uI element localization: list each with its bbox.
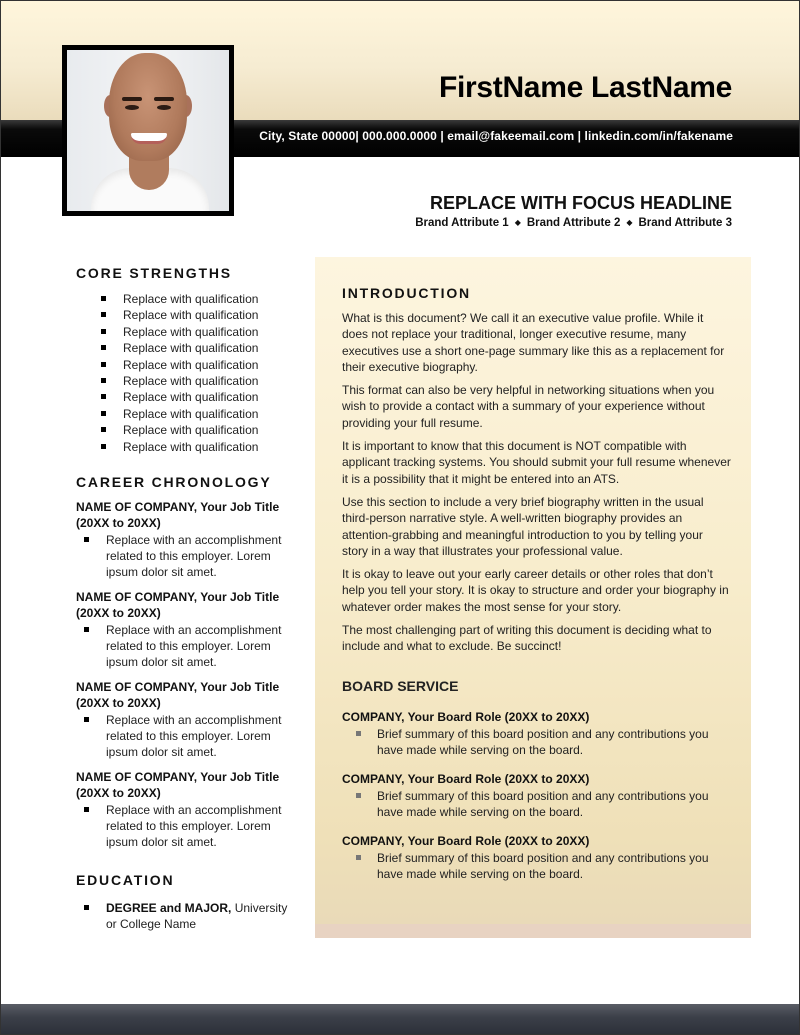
- contact-info: City, State 00000| 000.000.0000 | email@fakeemail.com | linkedin.com/in/fakename: [259, 129, 733, 143]
- intro-paragraph: It is okay to leave out your early career details or other roles that don’t help you tell your story. It is okay to structure and order your biography in whatever order makes the most sense for your story.: [342, 567, 729, 614]
- core-strengths-list: [76, 291, 291, 455]
- board-entry: [342, 771, 732, 820]
- education-item: [76, 900, 291, 932]
- section-title-core-strengths: CORE STRENGTHS: [76, 265, 232, 281]
- brand-attributes: [415, 217, 732, 229]
- panel-content: [342, 285, 732, 882]
- job-accomplishment: Replace with an accomplishment related to this employer. Lorem ipsum dolor sit amet.: [76, 712, 291, 760]
- list-item: Replace with qualification: [76, 439, 291, 455]
- left-column: [76, 265, 291, 932]
- footer-band: [1, 1004, 800, 1035]
- panel-footer-strip: [315, 924, 751, 938]
- job-entry: [76, 769, 291, 850]
- job-accomplishment: Replace with an accomplishment related to this employer. Lorem ipsum dolor sit amet.: [76, 802, 291, 850]
- job-title: NAME OF COMPANY, Your Job Title (20XX to 20XX): [76, 590, 280, 621]
- candidate-name: FirstName LastName: [438, 71, 732, 104]
- job-title: NAME OF COMPANY, Your Job Title (20XX to 20XX): [76, 680, 280, 711]
- list-item: Replace with qualification: [76, 373, 291, 389]
- focus-headline: REPLACE WITH FOCUS HEADLINE: [429, 193, 732, 213]
- intro-paragraph: What is this document? We call it an executive value profile. While it does not replace your traditional, longer executive resume, many executives use a short one-page summary like this as a replacement for their executive biography.: [342, 311, 725, 374]
- core-strengths-section: [76, 265, 291, 455]
- degree: DEGREE and MAJOR,: [106, 901, 232, 916]
- job-accomplishment: Replace with an accomplishment related to this employer. Lorem ipsum dolor sit amet.: [76, 622, 291, 670]
- diamond-separator-icon: ◆: [626, 218, 633, 227]
- board-role: COMPANY, Your Board Role (20XX to 20XX): [342, 771, 590, 786]
- job-title: NAME OF COMPANY, Your Job Title (20XX to 20XX): [76, 500, 280, 531]
- section-title-career-chronology: CAREER CHRONOLOGY: [76, 474, 272, 491]
- career-chronology-section: [76, 474, 291, 850]
- list-item: Replace with qualification: [76, 406, 291, 422]
- job-title: NAME OF COMPANY, Your Job Title (20XX to 20XX): [76, 770, 280, 801]
- portrait-photo-frame: [62, 45, 234, 216]
- job-entry: [76, 589, 291, 670]
- intro-paragraph: It is important to know that this document is NOT compatible with applicant tracking systems. You should submit your full resume whenever it is a possibility that it might be entered into an ATS.: [342, 439, 731, 486]
- list-item: Replace with qualification: [76, 307, 291, 323]
- job-accomplishment: Replace with an accomplishment related to this employer. Lorem ipsum dolor sit amet.: [76, 532, 291, 580]
- board-role: COMPANY, Your Board Role (20XX to 20XX): [342, 833, 590, 848]
- list-item: Replace with qualification: [76, 324, 291, 340]
- board-role: COMPANY, Your Board Role (20XX to 20XX): [342, 709, 590, 724]
- brand-attribute-1: Brand Attribute 1: [415, 217, 509, 229]
- board-summary: Brief summary of this board position and any contributions you have made while serving on the board.: [342, 726, 732, 758]
- portrait-photo-icon: [67, 50, 229, 211]
- section-title-education: EDUCATION: [76, 872, 175, 889]
- brand-attribute-3: Brand Attribute 3: [638, 217, 732, 229]
- summary-panel: [315, 257, 751, 938]
- diamond-separator-icon: ◆: [514, 218, 521, 227]
- education-section: [76, 872, 291, 932]
- brand-attribute-2: Brand Attribute 2: [526, 217, 621, 229]
- intro-paragraph: Use this section to include a very brief biography written in the usual third-person narrative style. A well-written biography provides an attention-grabbing and meaningful introduction to you by telling your story in a way that illustrates your professional value.: [342, 494, 704, 558]
- intro-paragraph: This format can also be very helpful in networking situations when you wish to provide a contact with a summary of your experience without providing your full resume.: [342, 383, 715, 430]
- section-title-introduction: INTRODUCTION: [342, 285, 471, 301]
- board-entry: [342, 833, 732, 882]
- job-entry: [76, 679, 291, 760]
- list-item: Replace with qualification: [76, 357, 291, 373]
- intro-paragraph: The most challenging part of writing this document is deciding what to include and what to exclude. Be succinct!: [342, 623, 712, 654]
- list-item: Replace with qualification: [76, 340, 291, 356]
- job-entry: [76, 499, 291, 580]
- list-item: Replace with qualification: [76, 389, 291, 405]
- list-item: Replace with qualification: [76, 291, 291, 307]
- school: University or College Name: [106, 901, 288, 932]
- list-item: Replace with qualification: [76, 422, 291, 438]
- board-summary: Brief summary of this board position and any contributions you have made while serving on the board.: [342, 788, 732, 820]
- board-summary: Brief summary of this board position and any contributions you have made while serving on the board.: [342, 850, 732, 882]
- section-title-board-service: BOARD SERVICE: [342, 677, 459, 694]
- board-entry: [342, 709, 732, 758]
